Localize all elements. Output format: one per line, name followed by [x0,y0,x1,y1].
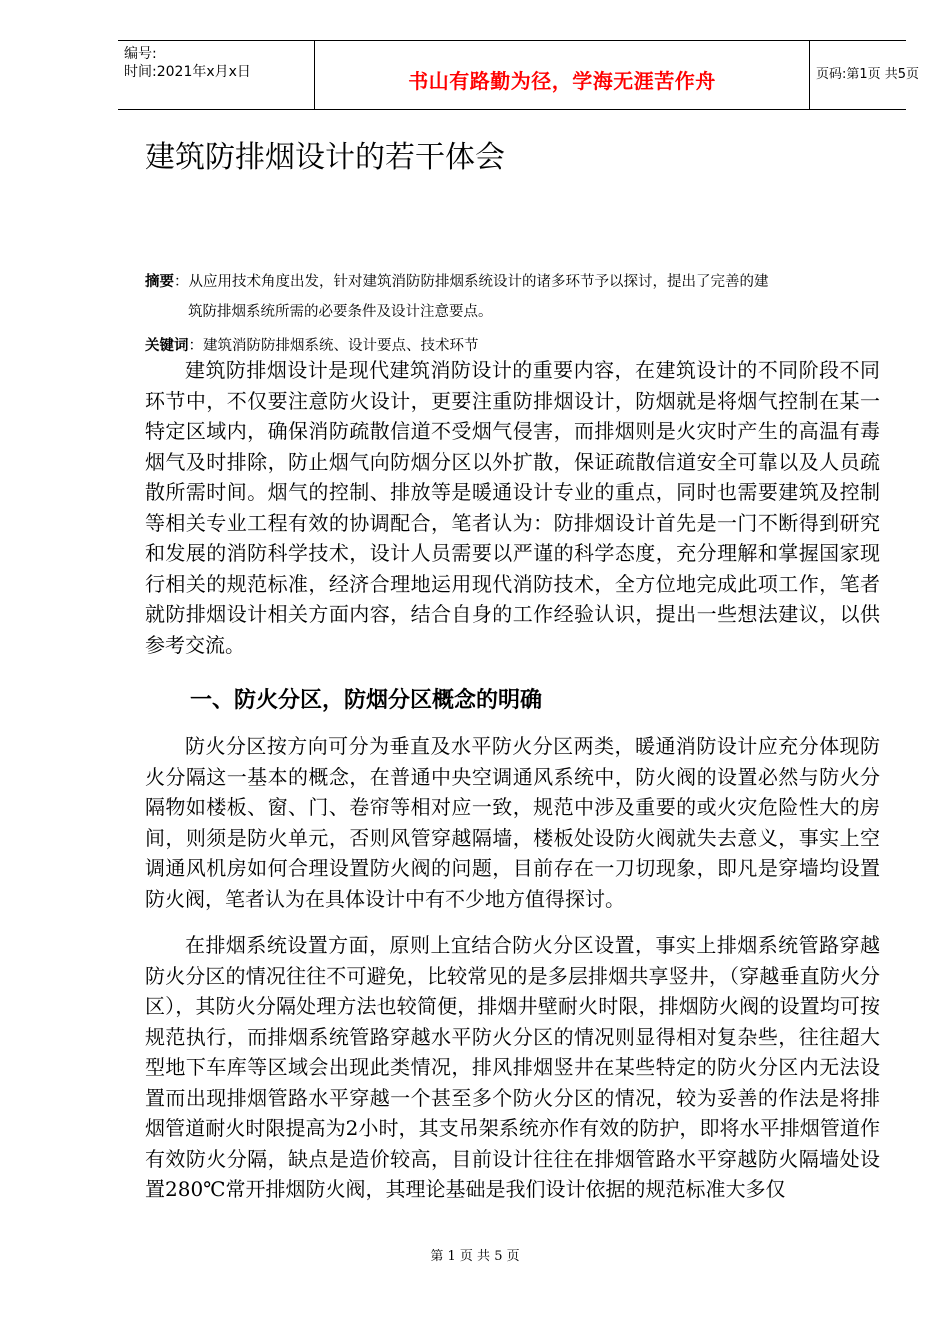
page-number-label: 页码:第1页 共5页 [816,67,920,82]
document-title: 建筑防排烟设计的若干体会 [145,140,505,175]
abstract-text-1: ：从应用技术角度出发，针对建筑消防防排烟系统设计的诸多环节予以探讨，提出了完善的建 [174,274,769,290]
page-footer: 第 1 页 共 5 页 [430,1249,520,1264]
document-number-label: 编号: [124,46,157,62]
motto-text: 书山有路勤为径，学海无涯苦作舟 [408,69,716,93]
abstract-line-2: 筑防排烟系统所需的必要条件及设计注意要点。 [188,304,493,320]
header-page-cell [808,41,920,109]
keywords-line [145,336,479,356]
document-time-label: 时间:2021年x月x日 [124,64,251,80]
header-motto-cell [314,41,810,109]
keywords-text: ：建筑消防防排烟系统、设计要点、技术环节 [188,338,479,354]
section-1-paragraph-2: 在排烟系统设置方面，原则上宜结合防火分区设置，事实上排烟系统管路穿越防火分区的情况往往不可避免，比较常见的是多层排烟共享竖井，（穿越垂直防火分区），其防火分隔处理方法也较简便，排烟井壁耐火时限，排烟防火阀的设置均可按规范执行，而排烟系统管路穿越水平防火分区的情况则显得相对复杂些，往往超大型地下车库等区域会出现此类情况，排风排烟竖井在某些特定的防火分区内无法设置而出现排烟管路水平穿越一个甚至多个防火分区的情况，较为妥善的作法是将排烟管道耐火时限提高为2小时，其支吊架系统亦作有效的防护，即将水平排烟管道作有效防火分隔，缺点是造价较高，目前设计往往在排烟管路水平穿越防火隔墙处设置280℃常开排烟防火阀，其理论基础是我们设计依据的规范标准大多仅 [145,933,880,1201]
section-1-paragraph-1: 防火分区按方向可分为垂直及水平防火分区两类，暖通消防设计应充分体现防火分隔这一基本的概念，在普通中央空调通风系统中，防火阀的设置必然与防火分隔物如楼板、窗、门、卷帘等相对应一致，规范中涉及重要的或火灾危险性大的房间，则须是防火单元，否则风管穿越隔墙，楼板处设防火阀就失去意义，事实上空调通风机房如何合理设置防火阀的问题，目前存在一刀切现象，即凡是穿墙均设置防火阀，笔者认为在具体设计中有不少地方值得探讨。 [145,734,880,911]
keywords-label: 关键词 [145,338,189,354]
section-1-heading: 一、防火分区，防烟分区概念的明确 [190,688,543,713]
header-table [118,40,920,110]
abstract-label: 摘要 [145,274,174,290]
header-meta-cell [118,41,314,109]
intro-paragraph: 建筑防排烟设计是现代建筑消防设计的重要内容，在建筑设计的不同阶段不同环节中，不仅要注意防火设计，更要注重防排烟设计，防烟就是将烟气控制在某一特定区域内，确保消防疏散信道不受烟气侵害，而排烟则是火灾时产生的高温有毒烟气及时排除，防止烟气向防烟分区以外扩散，保证疏散信道安全可靠以及人员疏散所需时间。烟气的控制、排放等是暖通设计专业的重点，同时也需要建筑及控制等相关专业工程有效的协调配合，笔者认为：防排烟设计首先是一门不断得到研究和发展的消防科学技术，设计人员需要以严谨的科学态度，充分理解和掌握国家现行相关的规范标准，经济合理地运用现代消防技术，全方位地完成此项工作，笔者就防排烟设计相关方面内容，结合自身的工作经验认识，提出一些想法建议，以供参考交流。 [145,358,880,657]
abstract-line-1 [145,272,769,292]
